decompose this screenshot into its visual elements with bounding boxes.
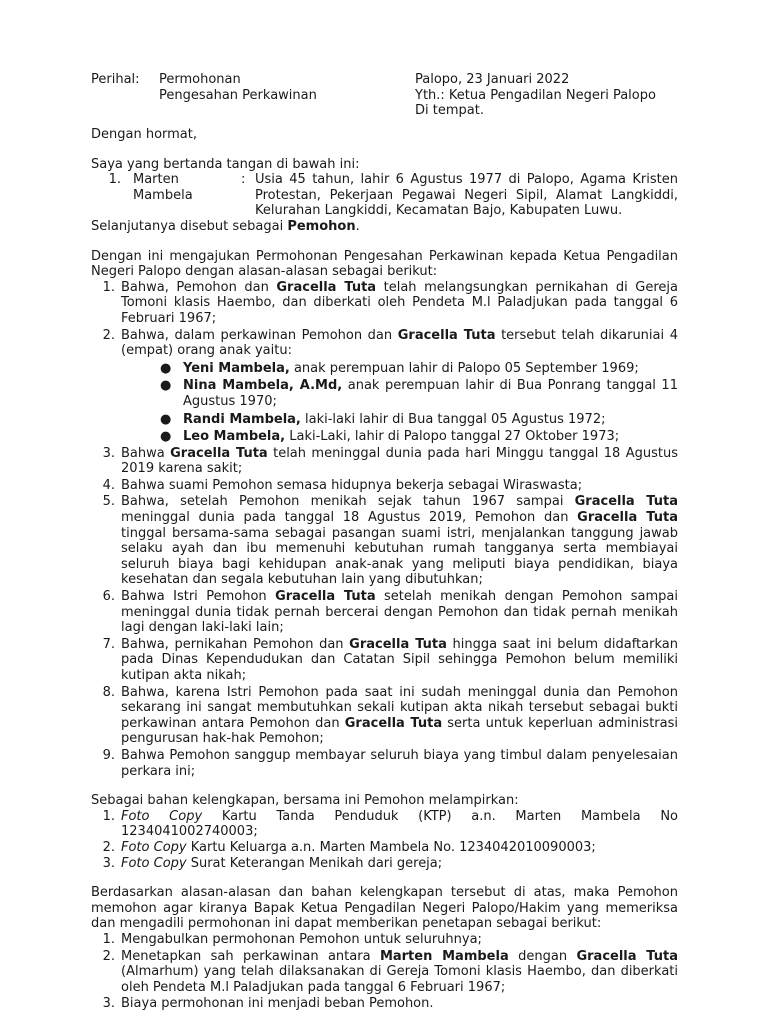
request-item-2: 2. Menetapkan sah perkawinan antara Marten Mambela dengan Gracella Tuta (Almarhum) yang telah dilaksanakan di Gereja Tomoni klasis Haembo, dan diberkati oleh Pendeta M.l Paladjukan pada tanggal 6 Februari 1967;	[102, 948, 678, 995]
child-item: ● Nina Mambela, A.Md, anak perempuan lahir di Bua Ponrang tanggal 11 Agustus 1970;	[160, 378, 678, 409]
reason-item-6: 6. Bahwa Istri Pemohon Gracella Tuta setelah menikah dengan Pemohon sampai meninggal dunia tidak pernah bercerai dengan Pemohon dan tidak pernah menikah lagi dengan laki-laki lain;	[102, 589, 678, 636]
reason-item-1: 1. Bahwa, Pemohon dan Gracella Tuta telah melangsungkan pernikahan di Gereja Tomoni klasis Haembo, dan diberkati oleh Pendeta M.l Paladjukan pada tanggal 6 Februari 1967;	[102, 279, 678, 326]
child-item: ● Yeni Mambela, anak perempuan lahir di Palopo 05 September 1969;	[160, 360, 639, 376]
attachment-item: 1. Foto Copy Kartu Tanda Penduduk (KTP) a.n. Marten Mambela No 1234041002740003;	[102, 808, 678, 840]
letter-header	[91, 72, 678, 119]
address-block	[415, 72, 678, 119]
subject-label: Perihal:	[91, 72, 140, 87]
reason-item-8: 8. Bahwa, karena Istri Pemohon pada saat ini sudah meninggal dunia dan Pemohon sekarang ini sangat membutuhkan sekali kutipan akta nikah tersebut sebagai bukti perkawinan antara Pemohon dan Gracella Tuta serta untuk keperluan administrasi pengurusan hak-hak Pemohon;	[102, 684, 678, 747]
attachment-item: 3. Foto Copy Surat Keterangan Menikah dari gereja;	[102, 855, 443, 871]
applicant-number: 1.	[108, 172, 121, 188]
subject-line-2: Pengesahan Perkawinan	[159, 87, 317, 103]
request-intro: Berdasarkan alasan-alasan dan bahan kelengkapan tersebut di atas, maka Pemohon memohon agar kiranya Bapak Ketua Pengadilan Negeri Palopo/Hakim yang memeriksa dan mengadili permohonan ini dapat memberikan penetapan sebagai berikut:	[91, 885, 678, 932]
attachment-item: 2. Foto Copy Kartu Keluarga a.n. Marten Mambela No. 1234042010090003;	[102, 839, 596, 855]
reasons-list	[91, 280, 678, 779]
bullet-icon: ●	[160, 378, 172, 394]
request-item-3: 3. Biaya permohonan ini menjadi beban Pemohon.	[102, 996, 434, 1012]
letter-page	[91, 72, 678, 1012]
reason-item-5: 5. Bahwa, setelah Pemohon menikah sejak tahun 1967 sampai Gracella Tuta meninggal dunia pada tanggal 18 Agustus 2019, Pemohon dan Gracella Tuta tinggal bersama-sama sebagai pasangan suami istri, menjalankan tanggung jawab selaku ayah dan ibu memenuhi kebutuhan rumah tangganya serta membiayai seluruh biaya bagi kehidupan anak-anak yang meliputi biaya pendidikan, biaya kesehatan dan segala kebutuhan lain yang dibutuhkan;	[102, 494, 678, 588]
requests-list	[91, 932, 678, 1012]
reason-item-9: 9. Bahwa Pemohon sanggup membayar seluruh biaya yang timbul dalam penyelesaian perkara ini;	[102, 747, 678, 779]
child-item: ● Randi Mambela, laki-laki lahir di Bua tanggal 05 Agustus 1972;	[160, 411, 606, 427]
reason-item-7: 7. Bahwa, pernikahan Pemohon dan Gracella Tuta hingga saat ini belum didaftarkan pada Dinas Kependudukan dan Catatan Sipil sehingga Pemohon belum memiliki kutipan akta nikah;	[102, 636, 678, 683]
subject-block	[91, 72, 415, 119]
applicant-name: Marten Mambela	[133, 172, 193, 203]
pemohon-term: Pemohon	[287, 218, 356, 234]
bullet-icon: ●	[160, 360, 172, 376]
request-item-1: 1. Mengabulkan permohonan Pemohon untuk seluruhnya;	[102, 931, 482, 947]
attachments-list	[91, 809, 678, 871]
bullet-icon: ●	[160, 411, 172, 427]
reason-item-4: 4. Bahwa suami Pemohon semasa hidupnya bekerja sebagai Wiraswasta;	[102, 477, 583, 493]
petition-intro: Dengan ini mengajukan Permohonan Pengesahan Perkawinan kepada Ketua Pengadilan Negeri Palopo dengan alasan-alasan sebagai berikut:	[91, 248, 678, 280]
attachments-intro: Sebagai bahan kelengkapan, bersama ini Pemohon melampirkan:	[91, 793, 519, 809]
reason-item-3: 3. Bahwa Gracella Tuta telah meninggal dunia pada hari Minggu tanggal 18 Agustus 2019 karena sakit;	[102, 445, 678, 477]
bullet-icon: ●	[160, 429, 172, 445]
child-item: ● Leo Mambela, Laki-Laki, lahir di Palopo tanggal 27 Oktober 1973;	[160, 429, 620, 445]
children-list	[121, 361, 678, 445]
salutation: Dengan hormat,	[91, 127, 198, 142]
applicant-colon: :	[241, 172, 246, 188]
applicant-description: Usia 45 tahun, lahir 6 Agustus 1977 di Palopo, Agama Kristen Protestan, Pekerjaan Pegawai Negeri Sipil, Alamat Langkiddi, Kelurahan Langkiddi, Kecamatan Bajo, Kabupaten Luwu.	[255, 172, 678, 219]
signatory-intro: Saya yang bertanda tangan di bawah ini:	[91, 156, 360, 172]
date-place: Palopo, 23 Januari 2022	[415, 72, 570, 87]
referred-as: Selanjutanya disebut sebagai Pemohon.	[91, 218, 360, 234]
recipient: Yth.: Ketua Pengadilan Negeri Palopo	[415, 87, 656, 103]
reason-item-2: 2. Bahwa, dalam perkawinan Pemohon dan Gracella Tuta tersebut telah dikaruniai 4 (empat) orang anak yaitu: ● Yeni Mambela, anak perempuan lahir di Palopo 05 September 1969; ● Nina Mambela, A.Md, anak perempuan lahir di Bua Ponrang tanggal 11 Agustus 1970; ● Randi Mambela, laki-laki lahir di Bua tanggal 05 Agustus 1972; ● Leo Mambela, Laki-Laki, lahir di Palopo tanggal 27 Oktober 1973;	[91, 328, 678, 445]
subject-line-1: Permohonan	[159, 72, 241, 87]
recipient-place: Di tempat.	[415, 103, 484, 119]
applicant-row	[91, 172, 678, 219]
